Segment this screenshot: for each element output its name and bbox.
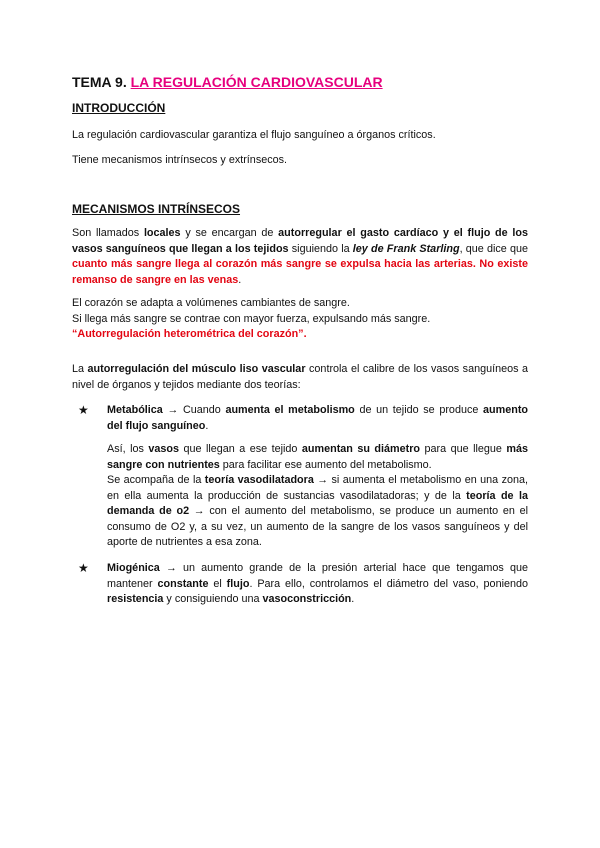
star-bullet-icon: ★ <box>78 403 89 417</box>
bold-run: Metabólica <box>107 404 163 416</box>
page-title <box>72 74 383 90</box>
bold-run: resistencia <box>107 593 164 605</box>
bold-italic-run: ley de Frank Starling <box>352 242 460 255</box>
section-heading-intro: INTRODUCCIÓN <box>72 101 166 115</box>
bold-run: constante <box>157 577 209 590</box>
bold-run: autorregular el gasto cardíaco y el flujo de los vasos sanguíneos que llegan a los tejidos <box>72 227 528 255</box>
text-run: de un tejido se produce <box>354 404 484 416</box>
bullet-miogenica-paragraph <box>107 561 528 608</box>
text-run: siguiendo la <box>288 242 353 255</box>
bold-run: teoría de la demanda de o2 <box>107 489 528 517</box>
bullet-metabolica-paragraph-1 <box>107 403 528 434</box>
bold-run: autorregulación del músculo liso vascular <box>87 363 306 375</box>
text-run: y se encargan de <box>180 227 279 239</box>
text-run: y consiguiendo una <box>163 593 263 605</box>
bold-run: vasoconstricción <box>262 593 352 605</box>
intrinsic-paragraph-3 <box>72 362 528 393</box>
text-run: La <box>72 363 88 375</box>
text-run: → Cuando <box>162 404 226 416</box>
text-run: que llegan a ese tejido <box>178 443 302 455</box>
text-run: → con el aumento del metabolismo, se produce un aumento en el consumo de O2 y, a su vez, un aumento de la sangre de los vasos sanguíneos y del aporte de nutrientes a esa zona. <box>107 505 528 548</box>
text-run: → si aumenta el metabolismo en una zona, en ella aumenta la producción de sustancias vasodilatadoras; y de la <box>107 474 528 502</box>
bold-run: Miogénica <box>107 562 160 574</box>
bold-run: flujo <box>226 577 250 590</box>
text-run: controla el calibre de los vasos sanguíneos a nivel de órganos y tejidos mediante dos teorías: <box>72 363 528 391</box>
text-line: El corazón se adapta a volúmenes cambiantes de sangre. <box>72 297 350 309</box>
text-run: . <box>351 593 355 605</box>
text-run: . <box>238 273 242 286</box>
bold-run: teoría vasodilatadora <box>204 474 314 486</box>
bullet-metabolica-paragraph-2 <box>107 442 528 551</box>
title-number: TEMA 9. <box>72 74 127 90</box>
section-heading-intrinsic: MECANISMOS INTRÍNSECOS <box>72 202 241 216</box>
text-run: Se acompaña de la <box>107 474 205 486</box>
title-name: LA REGULACIÓN CARDIOVASCULAR <box>130 74 383 90</box>
text-run: → un aumento grande de la presión arterial hace que tengamos que mantener <box>107 562 528 590</box>
text-run: Así, los <box>107 443 149 455</box>
text-run: el <box>208 577 227 590</box>
text-run: Son llamados <box>72 227 144 239</box>
red-highlight: cuanto más sangre llega al corazón más sangre se expulsa hacia las arterias. No existe remanso de sangre en las venas <box>72 258 528 286</box>
intrinsic-paragraph-1 <box>72 226 528 288</box>
text-run: para facilitar ese aumento del metabolismo. <box>219 458 432 471</box>
text-run: . Para ello, controlamos el diámetro del vaso, poniendo <box>249 577 528 590</box>
text-line: Si llega más sangre se contrae con mayor fuerza, expulsando más sangre. <box>72 312 431 325</box>
bold-run: locales <box>143 227 181 239</box>
intrinsic-paragraph-2 <box>72 296 528 343</box>
text-run: , que dice que <box>459 242 529 255</box>
bold-run: aumento del flujo sanguíneo <box>107 404 529 432</box>
bold-run: aumenta el metabolismo <box>225 404 355 416</box>
intro-paragraph-2: Tiene mecanismos intrínsecos y extrínsecos. <box>72 154 288 166</box>
bold-run: más sangre con nutrientes <box>107 443 528 471</box>
intro-paragraph-1: La regulación cardiovascular garantiza el flujo sanguíneo a órganos críticos. <box>72 129 436 141</box>
text-run: para que llegue <box>420 443 507 455</box>
star-bullet-icon: ★ <box>78 561 89 575</box>
bold-run: aumentan su diámetro <box>301 443 421 455</box>
red-quote: “Autorregulación heterométrica del corazón”. <box>72 328 307 340</box>
bold-run: vasos <box>148 443 179 455</box>
text-run: . <box>205 419 209 432</box>
